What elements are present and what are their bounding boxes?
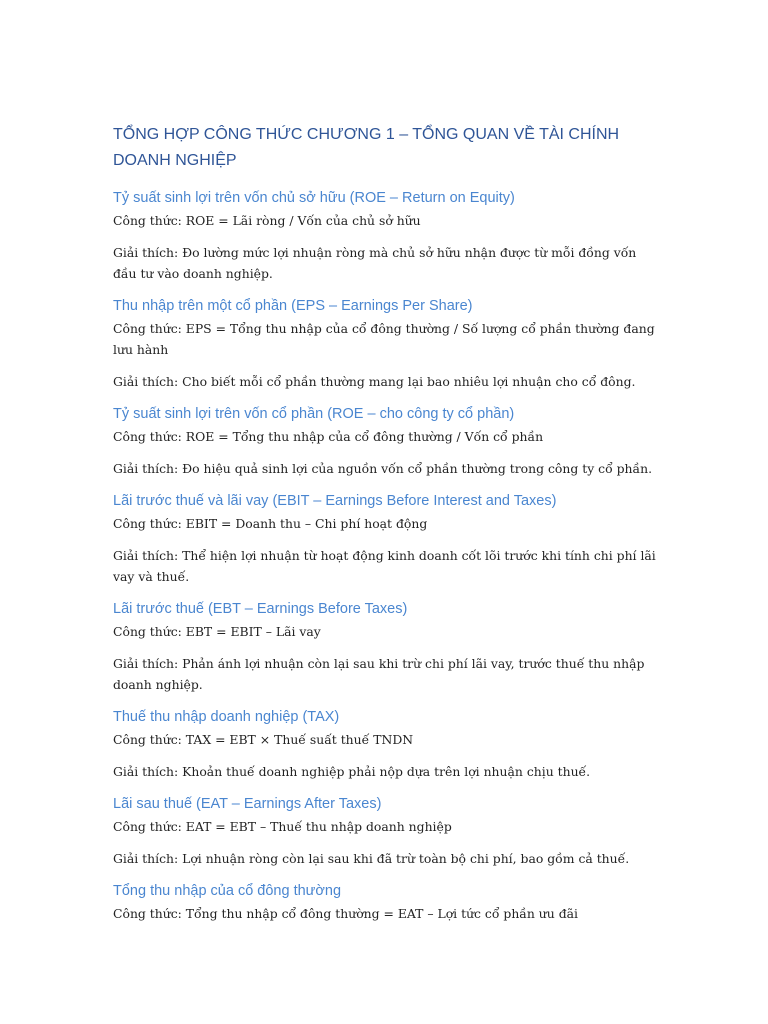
section-heading: Lãi trước thuế (EBT – Earnings Before Taxes) bbox=[113, 601, 408, 617]
section-explanation: Giải thích: Phản ánh lợi nhuận còn lại sau khi trừ chi phí lãi vay, trước thuế thu nhập doanh nghiệp. bbox=[113, 656, 645, 692]
section-tax bbox=[113, 707, 658, 782]
section-formula: Công thức: EBT = EBIT – Lãi vay bbox=[113, 624, 321, 639]
section-formula: Công thức: EAT = EBT – Thuế thu nhập doanh nghiệp bbox=[113, 819, 452, 834]
section-heading: Thu nhập trên một cổ phần (EPS – Earnings Per Share) bbox=[113, 298, 473, 314]
section-explanation: Giải thích: Khoản thuế doanh nghiệp phải nộp dựa trên lợi nhuận chịu thuế. bbox=[113, 764, 591, 779]
section-heading: Tỷ suất sinh lợi trên vốn cổ phần (ROE – cho công ty cổ phần) bbox=[113, 406, 515, 422]
section-heading: Thuế thu nhập doanh nghiệp (TAX) bbox=[113, 709, 340, 725]
section-heading: Tỷ suất sinh lợi trên vốn chủ sở hữu (ROE – Return on Equity) bbox=[113, 190, 515, 206]
section-formula: Công thức: TAX = EBT × Thuế suất thuế TNDN bbox=[113, 732, 414, 747]
section-heading: Tổng thu nhập của cổ đông thường bbox=[113, 883, 342, 899]
section-eat bbox=[113, 794, 658, 869]
section-eps bbox=[113, 296, 658, 392]
section-formula: Công thức: Tổng thu nhập cổ đông thường = EAT – Lợi tức cổ phần ưu đãi bbox=[113, 906, 578, 921]
section-explanation: Giải thích: Cho biết mỗi cổ phần thường mang lại bao nhiêu lợi nhuận cho cổ đông. bbox=[113, 374, 636, 389]
section-explanation: Giải thích: Đo lường mức lợi nhuận ròng mà chủ sở hữu nhận được từ mỗi đồng vốn đầu tư vào doanh nghiệp. bbox=[113, 245, 637, 281]
section-roe-company bbox=[113, 404, 658, 479]
section-formula: Công thức: EPS = Tổng thu nhập của cổ đông thường / Số lượng cổ phần thường đang lưu hành bbox=[113, 321, 655, 357]
section-explanation: Giải thích: Thể hiện lợi nhuận từ hoạt động kinh doanh cốt lõi trước khi tính chi phí lãi vay và thuế. bbox=[113, 548, 656, 584]
section-heading: Lãi trước thuế và lãi vay (EBIT – Earnings Before Interest and Taxes) bbox=[113, 493, 557, 509]
section-formula: Công thức: EBIT = Doanh thu – Chi phí hoạt động bbox=[113, 516, 428, 531]
section-formula: Công thức: ROE = Lãi ròng / Vốn của chủ sở hữu bbox=[113, 213, 421, 228]
section-formula: Công thức: ROE = Tổng thu nhập của cổ đông thường / Vốn cổ phần bbox=[113, 429, 544, 444]
section-explanation: Giải thích: Lợi nhuận ròng còn lại sau khi đã trừ toàn bộ chi phí, bao gồm cả thuế. bbox=[113, 851, 630, 866]
section-ebit bbox=[113, 491, 658, 587]
section-explanation: Giải thích: Đo hiệu quả sinh lợi của nguồn vốn cổ phần thường trong công ty cổ phần. bbox=[113, 461, 653, 476]
section-roe bbox=[113, 188, 658, 284]
section-ebt bbox=[113, 599, 658, 695]
document-page bbox=[113, 122, 658, 924]
section-heading: Lãi sau thuế (EAT – Earnings After Taxes) bbox=[113, 796, 382, 812]
document-title: TỔNG HỢP CÔNG THỨC CHƯƠNG 1 – TỔNG QUAN VỀ TÀI CHÍNH DOANH NGHIỆP bbox=[113, 126, 620, 169]
section-common-shareholder-income bbox=[113, 881, 658, 924]
